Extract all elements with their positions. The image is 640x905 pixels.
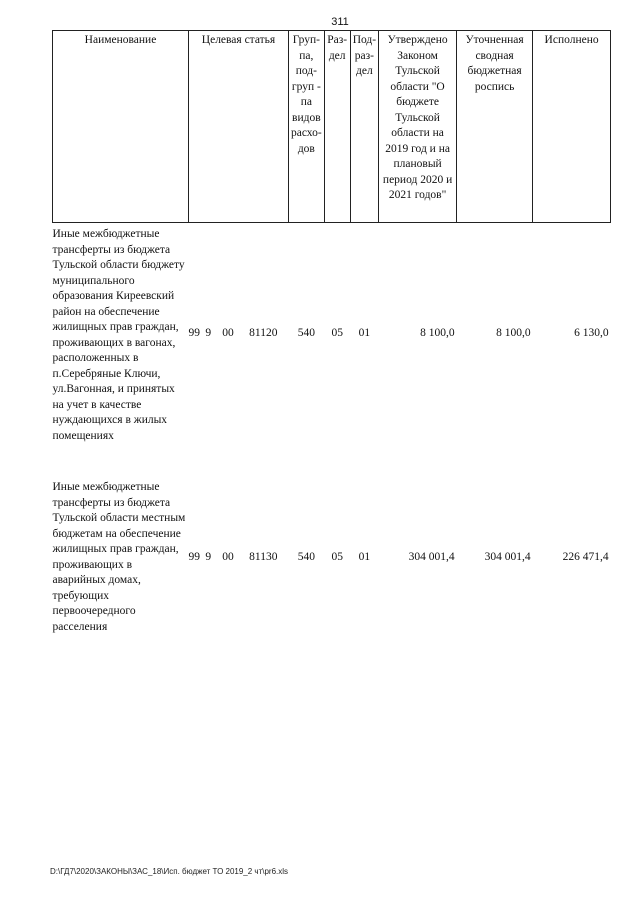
- page-number: 311: [331, 16, 349, 28]
- file-path-footer: D:\ГД7\2020\ЗАКОНЫ\ЗАС_18\Исп. бюджет ТО 2019_2 чт\pr6.xls: [50, 867, 289, 876]
- code-part: 99: [188, 326, 200, 339]
- code-part: 00: [222, 326, 234, 339]
- code-part: 81130: [249, 550, 278, 563]
- row-razdel: 05: [331, 326, 343, 339]
- budget-table: [52, 30, 611, 635]
- table-row: [53, 480, 611, 635]
- row-refined: 8 100,0: [496, 326, 531, 339]
- row-refined: 304 001,4: [484, 550, 531, 563]
- row-target-code: [189, 480, 289, 635]
- code-part: 9: [205, 550, 212, 563]
- row-podrazdel: 01: [358, 550, 371, 563]
- header-podrazdel: Под-раз-дел: [350, 31, 378, 223]
- header-approved: Утверждено Законом Тульской области "О бюджете Тульской области на 2019 год и на плановый период 2020 и 2021 годов": [379, 31, 457, 223]
- row-podrazdel: 01: [358, 326, 371, 339]
- row-group: 540: [297, 550, 315, 563]
- table-header-row: [53, 31, 611, 223]
- row-target-code: [189, 223, 289, 445]
- header-refined: Уточненная сводная бюджетная роспись: [457, 31, 533, 223]
- table-row: [53, 223, 611, 445]
- header-name: Наименование: [53, 31, 189, 223]
- header-razdel: Раз-дел: [324, 31, 350, 223]
- header-group: Груп-па, под-груп - па видов расхо-дов: [289, 31, 325, 223]
- row-name: Иные межбюджетные трансферты из бюджета Тульской области бюджету муниципального образования Киреевский район на обеспечение жилищных прав граждан, проживающих в вагонах, расположенных в п.Серебряные Ключи, ул.Вагонная, и принятых на учет в качестве нуждающихся в жилых помещениях: [52, 228, 185, 442]
- row-executed: 226 471,4: [562, 550, 609, 563]
- code-part: 81120: [249, 326, 278, 339]
- spacer-row: [53, 444, 611, 480]
- header-target-article: Целевая статья: [189, 31, 289, 223]
- row-group: 540: [297, 326, 315, 339]
- code-part: 9: [205, 326, 212, 339]
- row-approved: 8 100,0: [420, 326, 455, 339]
- row-executed: 6 130,0: [574, 326, 609, 339]
- row-name: Иные межбюджетные трансферты из бюджета Тульской области местным бюджетам на обеспечение жилищных прав граждан, проживающих в аварийных домах, требующих первоочередного расселения: [52, 481, 186, 633]
- row-razdel: 05: [331, 550, 343, 563]
- code-part: 00: [222, 550, 234, 563]
- code-part: 99: [188, 550, 200, 563]
- row-approved: 304 001,4: [408, 550, 455, 563]
- header-executed: Исполнено: [533, 31, 611, 223]
